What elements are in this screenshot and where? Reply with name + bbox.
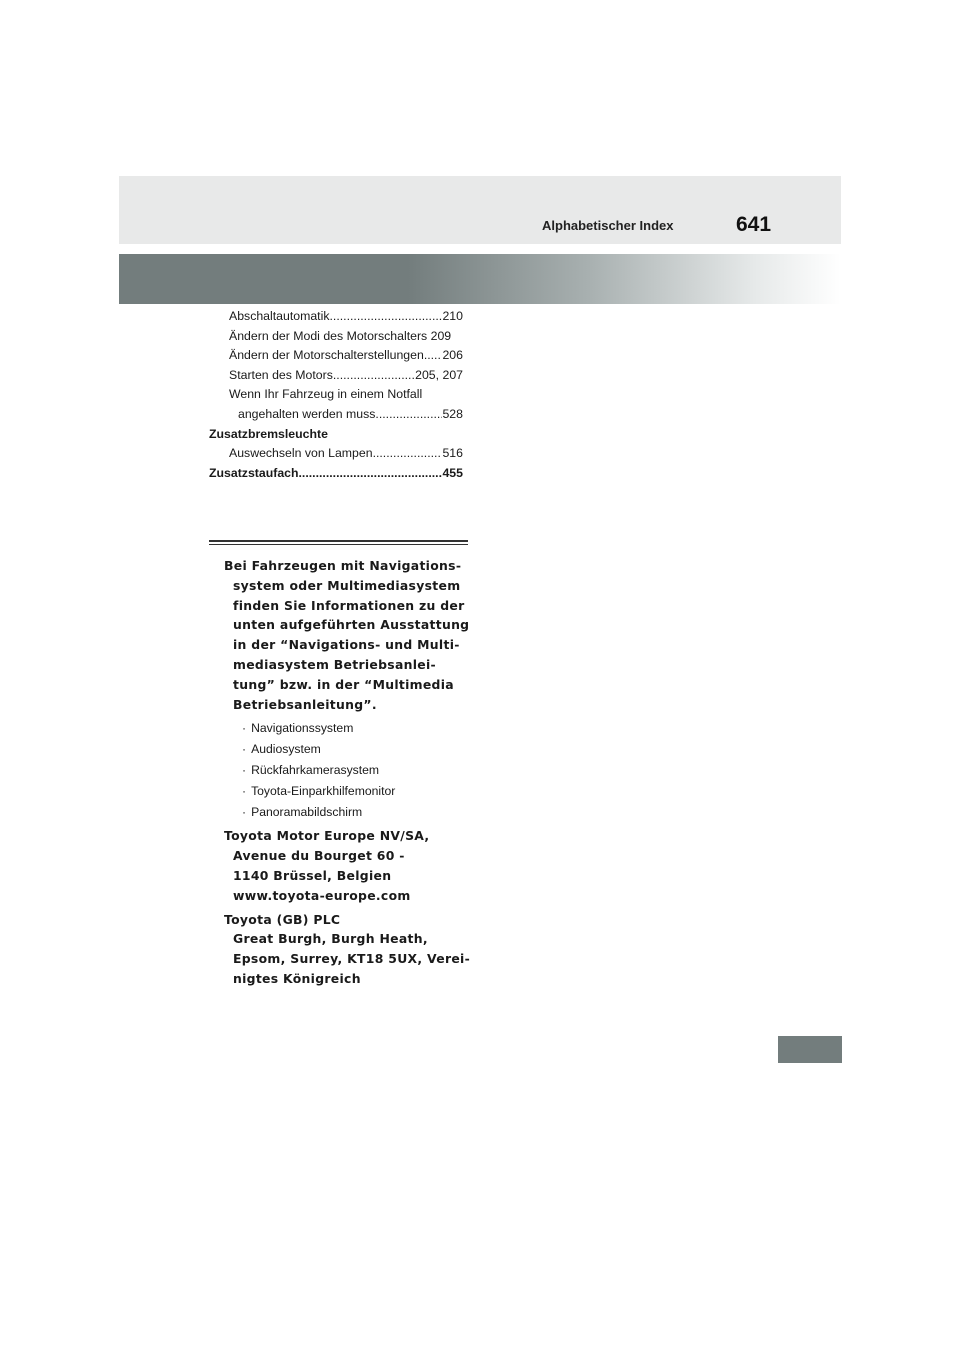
index-entry: Wenn Ihr Fahrzeug in einem Notfall: [229, 387, 423, 402]
header-band: [119, 176, 841, 244]
page-number: 641: [736, 213, 772, 236]
list-item: · Audiosystem: [242, 742, 321, 757]
equipment-list: [209, 718, 471, 822]
list-item: · Rückfahrkamerasystem: [242, 762, 380, 777]
index-heading: Zusatzbremsleuchte: [209, 426, 328, 441]
index-entry: Abschaltautomatik ..... 210: [209, 307, 463, 327]
list-item: · Panoramabildschirm: [242, 804, 363, 819]
index-entry: Auswechseln von Lampen ..... 516: [209, 444, 463, 464]
index-list: [209, 307, 463, 483]
note-intro: Bei Fahrzeugen mit Navigations- system oder Multimediasystem finden Sie Informationen zu der unten aufgeführten Ausstattung in der “Navigations- und Multi- mediasystem Betriebsanlei- tung” bzw. in der “Multimedia Betriebsanleitung”.: [224, 558, 470, 712]
section-title: Alphabetischer Index: [542, 218, 674, 233]
index-heading: Zusatzstaufach ..... 455: [209, 464, 463, 484]
index-entry: Ändern der Motorschalterstellungen ..... 206: [209, 346, 463, 366]
address-toyota-europe: Toyota Motor Europe NV/SA, Avenue du Bourget 60 - 1140 Brüssel, Belgien www.toyota-europe.com: [224, 828, 430, 903]
index-entry: angehalten werden muss ..... 528: [209, 405, 463, 425]
chapter-tab: [778, 1036, 842, 1063]
section-gradient-bar: [119, 254, 841, 304]
index-entry: Starten des Motors ..... 205, 207: [209, 366, 463, 386]
section-divider: [209, 540, 468, 545]
navigation-note: [209, 556, 471, 989]
list-item: · Toyota-Einparkhilfemonitor: [242, 783, 396, 798]
address-toyota-gb: Toyota (GB) PLC Great Burgh, Burgh Heath, Epsom, Surrey, KT18 5UX, Verei- nigtes Königreich: [224, 911, 471, 986]
list-item: · Navigationssystem: [242, 721, 354, 736]
index-entry: Ändern der Modi des Motorschalters 209: [229, 328, 452, 343]
